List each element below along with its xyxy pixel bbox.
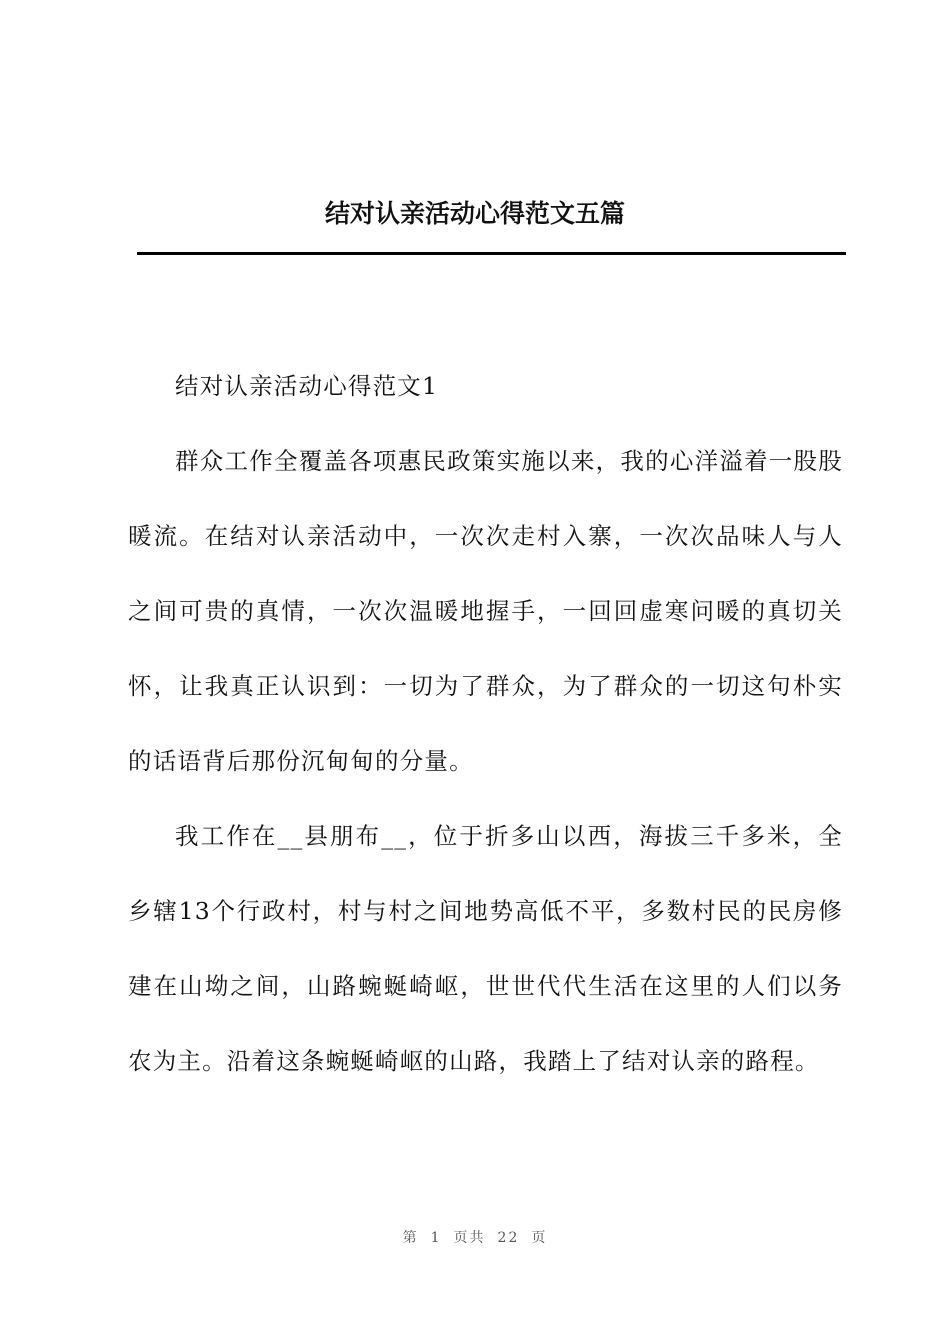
document-body [128, 349, 843, 1099]
footer-suffix: 页 [531, 1230, 548, 1246]
footer-page-number: 1 [430, 1230, 442, 1246]
section-heading: 结对认亲活动心得范文1 [175, 372, 439, 400]
page-footer [0, 1228, 950, 1248]
title-divider [137, 252, 846, 255]
footer-total-pages: 22 [497, 1230, 520, 1246]
footer-middle: 页共 [453, 1230, 486, 1246]
body-paragraph: 群众工作全覆盖各项惠民政策实施以来，我的心洋溢着一股股暖流。在结对认亲活动中，一次次走村入寨，一次次品味人与人之间可贵的真情，一次次温暖地握手，一回回虚寒问暖的真切关怀，让我真正认识到：一切为了群众，为了群众的一切这句朴实的话语背后那份沉甸甸的分量。 [128, 447, 843, 775]
footer-prefix: 第 [402, 1230, 419, 1246]
body-paragraph: 我工作在__县朋布__，位于折多山以西，海拔三千多米，全乡辖13个行政村，村与村之间地势高低不平，多数村民的民房修建在山坳之间，山路蜿蜒崎岖，世世代代生活在这里的人们以务农为主。沿着这条蜿蜒崎岖的山路，我踏上了结对认亲的路程。 [128, 822, 843, 1075]
document-title: 结对认亲活动心得范文五篇 [324, 199, 625, 228]
